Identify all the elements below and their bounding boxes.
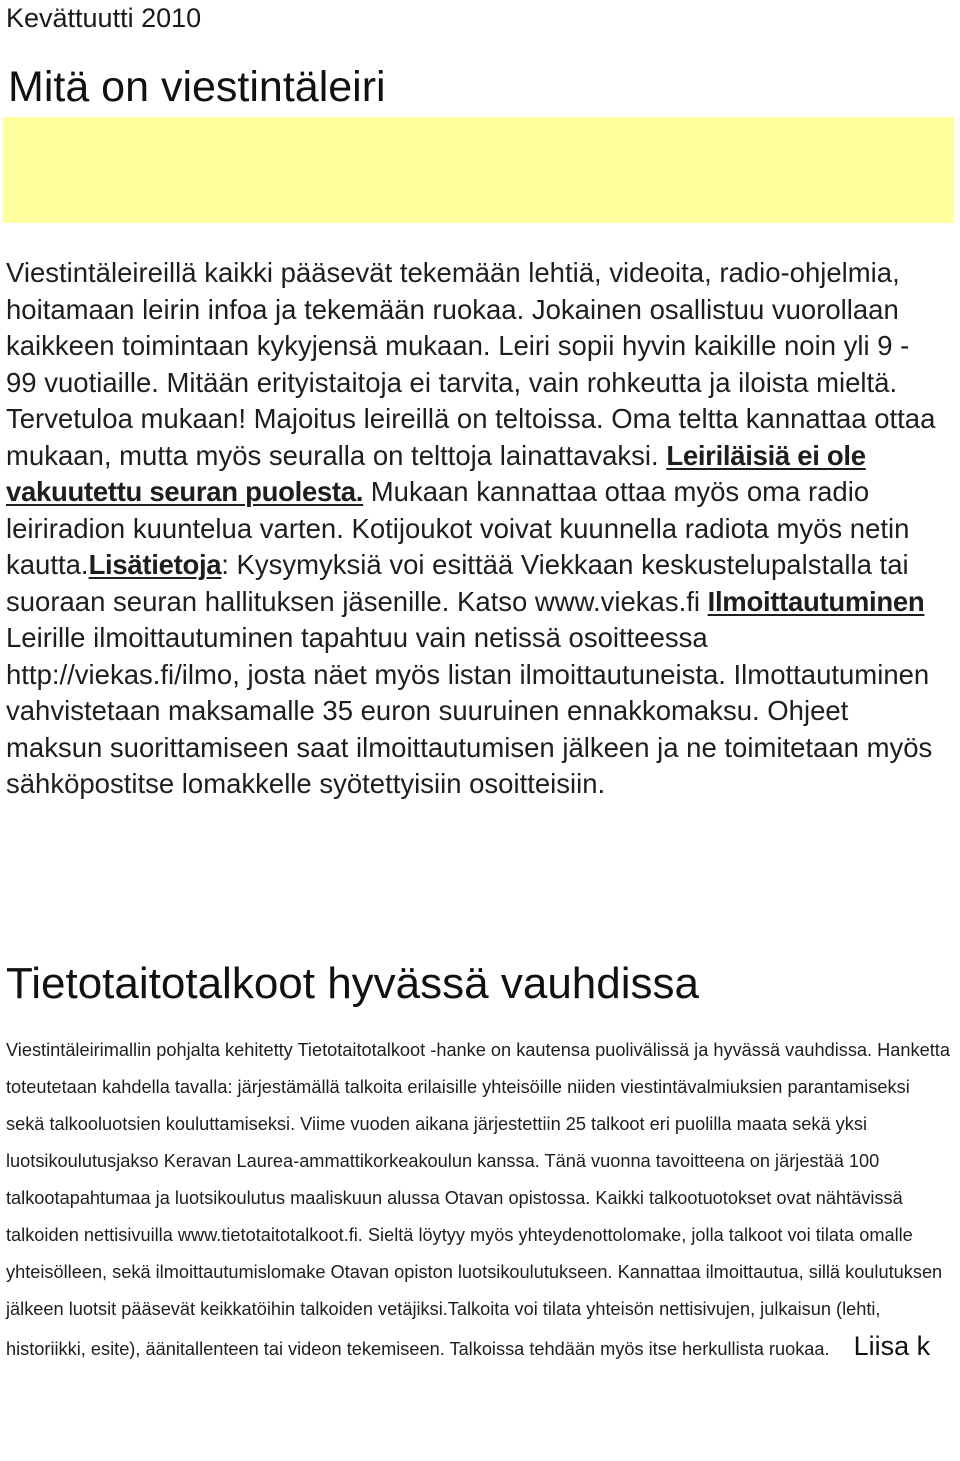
article-body-tietotaitotalkoot [6, 1032, 951, 1368]
body2-text: Viestintäleirimallin pohjalta kehitetty Tietotaitotalkoot -hanke on kautensa puolivälissä ja hyvässä vauhdissa. Hanketta toteutetaan kahdella tavalla: järjestämällä talkoita erilaisille yhteisöille niiden viestintävalmiuksien parantamiseksi sekä talkooluotsien kouluttamiseksi. Viime vuoden aikana järjestettiin 25 talkoot eri puolilla maata sekä yksi luotsikoulutusjakso Keravan Laurea-ammattikorkeakoulun kanssa. Tänä vuonna tavoitteena on järjestää 100 talkootapahtumaa ja luotsikoulutus maaliskuun alussa Otavan opistossa. Kaikki talkootuotokset ovat nähtävissä talkoiden nettisivuilla www.tietotaitotalkoot.fi. Sieltä löytyy myös yhteydenottolomake, jolla talkoot voi tilata omalle yhteisölleen, sekä ilmoittautumislomake Otavan opiston luotsikoulutukseen. Kannattaa ilmoittautua, sillä koulutuksen jälkeen luotsit pääsevät keikkatöihin talkoiden vetäjiksi.Talkoita voi tilata yhteisön nettisivujen, julkaisun (lehti, historiikki, esite), äänitallenteen tai videon tekemiseen. Talkoissa tehdään myös itse herkullista ruokaa. [6, 1040, 950, 1359]
article-lead-clipped [4, 104, 764, 118]
body-text-c: : Kysymyksiä voi esittää Viekkaan keskustelupalstalla tai suoraan seuran hallituksen jäsenille. Katso www.viekas.fi [6, 549, 909, 617]
body-text-b: Mukaan kannattaa ottaa myös oma radio leiriradion kuuntelua varten. Kotijoukot voivat kuunnella radiota myös netin kautta. [6, 476, 910, 580]
article-body-viestintaleiri [6, 255, 946, 803]
more-info-link[interactable]: Lisätietoja [88, 549, 222, 580]
body-text-d: Leirille ilmoittautuminen tapahtuu vain netissä osoitteessa http://viekas.fi/ilmo, josta näet myös listan ilmoittautuneista. Ilmottautuminen vahvistetaan maksamalle 35 euron suuruinen ennakkomaksu. Ohjeet maksun suorittamiseen saat ilmoittautumisen jälkeen ja ne toimitetaan myös sähköpostitse lomakkelle syötettyisiin osoitteisiin. [6, 622, 933, 799]
signup-link[interactable]: Ilmoittautuminen [707, 585, 925, 617]
highlight-box [3, 117, 954, 223]
article-title-tietotaitotalkoot: Tietotaitotalkoot hyvässä vauhdissa [6, 959, 699, 1008]
author-signature: Liisa k [853, 1331, 931, 1361]
body-text-a: Viestintäleireillä kaikki pääsevät tekemään lehtiä, videoita, radio-ohjelmia, hoitamaan leirin infoa ja tekemään ruokaa. Jokainen osallistuu vuorollaan kaikkeen toimintaan kykyjensä mukaan. Leiri sopii hyvin kaikille noin yli 9 - 99 vuotiaille. Mitään erityistaitoja ei tarvita, vain rohkeutta ja iloista mieltä. Tervetuloa mukaan! Majoitus leireillä on teltoissa. Oma teltta kannattaa ottaa mukaan, mutta myös seuralla on telttoja lainattavaksi. [6, 257, 936, 471]
article-title-viestintaleiri: Mitä on viestintäleiri [8, 63, 386, 111]
insurance-note-link[interactable]: Leiriläisiä ei ole vakuutettu seuran puolesta. [6, 439, 866, 507]
newsletter-header: Kevättuutti 2010 [6, 3, 202, 33]
